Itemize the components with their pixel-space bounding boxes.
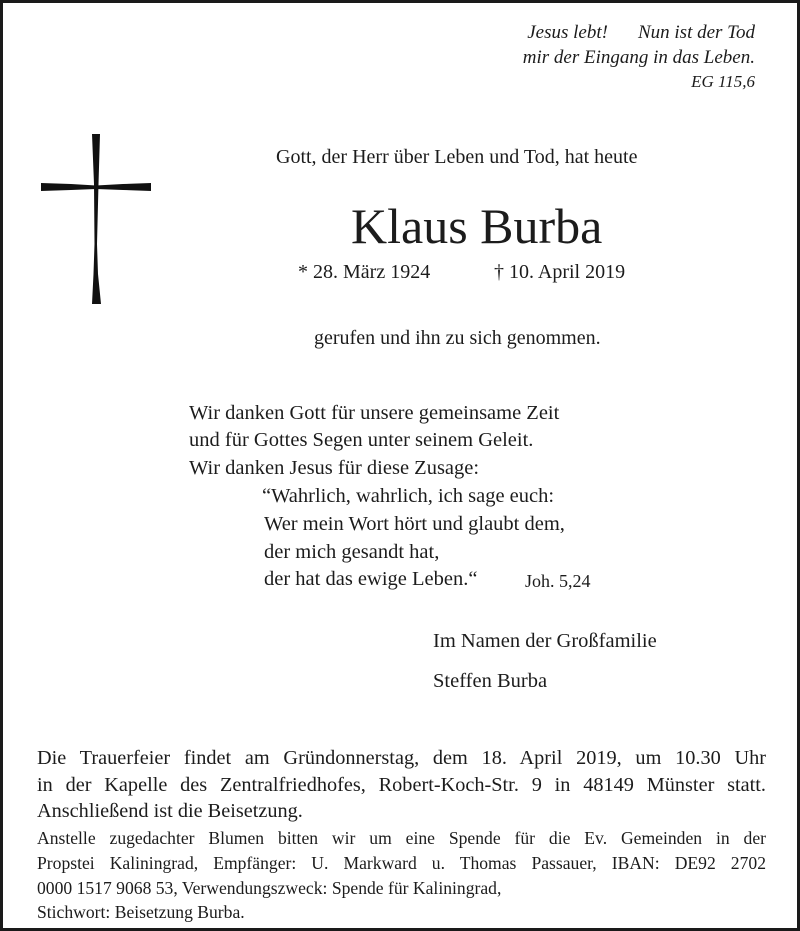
- thanks-line-3: Wir danken Jesus für diese Zusage:: [189, 457, 480, 479]
- donation-line-4: Stichwort: Beisetzung Burba.: [37, 902, 245, 922]
- signature-name: Steffen Burba: [433, 670, 548, 692]
- donation-line-1: Anstelle zugedachter Blumen bitten wir um eine Spende für die Ev. Gemeinden in der: [37, 828, 766, 848]
- quote-line-1: “Wahrlich, wahrlich, ich sage euch:: [262, 485, 555, 507]
- thanks-line-1: Wir danken Gott für unsere gemeinsame Zeit: [189, 402, 560, 424]
- donation-line-2: Propstei Kaliningrad, Empfänger: U. Markward u. Thomas Passauer, IBAN: DE92 2702: [37, 853, 766, 873]
- epigraph-line-1-left: Jesus lebt!: [527, 22, 608, 43]
- intro-text: Gott, der Herr über Leben und Tod, hat heute: [276, 146, 638, 168]
- deceased-name: Klaus Burba: [351, 198, 603, 254]
- donation-line-3: 0000 1517 9068 53, Verwendungszweck: Spende für Kaliningrad,: [37, 878, 502, 898]
- quote-line-2: Wer mein Wort hört und glaubt dem,: [264, 513, 565, 535]
- thanks-line-2: und für Gottes Segen unter seinem Geleit.: [189, 429, 534, 451]
- signature-line-1: Im Namen der Großfamilie: [433, 630, 657, 652]
- funeral-line-1: Die Trauerfeier findet am Gründonnerstag, dem 18. April 2019, um 10.30 Uhr: [37, 747, 766, 769]
- death-date: † 10. April 2019: [494, 261, 626, 283]
- funeral-line-3: Anschließend ist die Beisetzung.: [37, 800, 303, 822]
- cross-icon: [41, 134, 153, 306]
- quote-line-4: der hat das ewige Leben.“: [264, 568, 478, 590]
- epigraph-reference: EG 115,6: [691, 72, 755, 91]
- epigraph-line-1-right: Nun ist der Tod: [637, 22, 755, 43]
- birth-date: * 28. März 1924: [298, 261, 431, 283]
- quote-line-3: der mich gesandt hat,: [264, 541, 440, 563]
- quote-reference: Joh. 5,24: [525, 571, 591, 591]
- epigraph-line-1: [527, 23, 755, 42]
- funeral-line-2: in der Kapelle des Zentralfriedhofes, Robert-Koch-Str. 9 in 48149 Münster statt.: [37, 774, 766, 796]
- epigraph-line-2: mir der Eingang in das Leben.: [522, 47, 755, 68]
- outro-text: gerufen und ihn zu sich genommen.: [314, 327, 601, 349]
